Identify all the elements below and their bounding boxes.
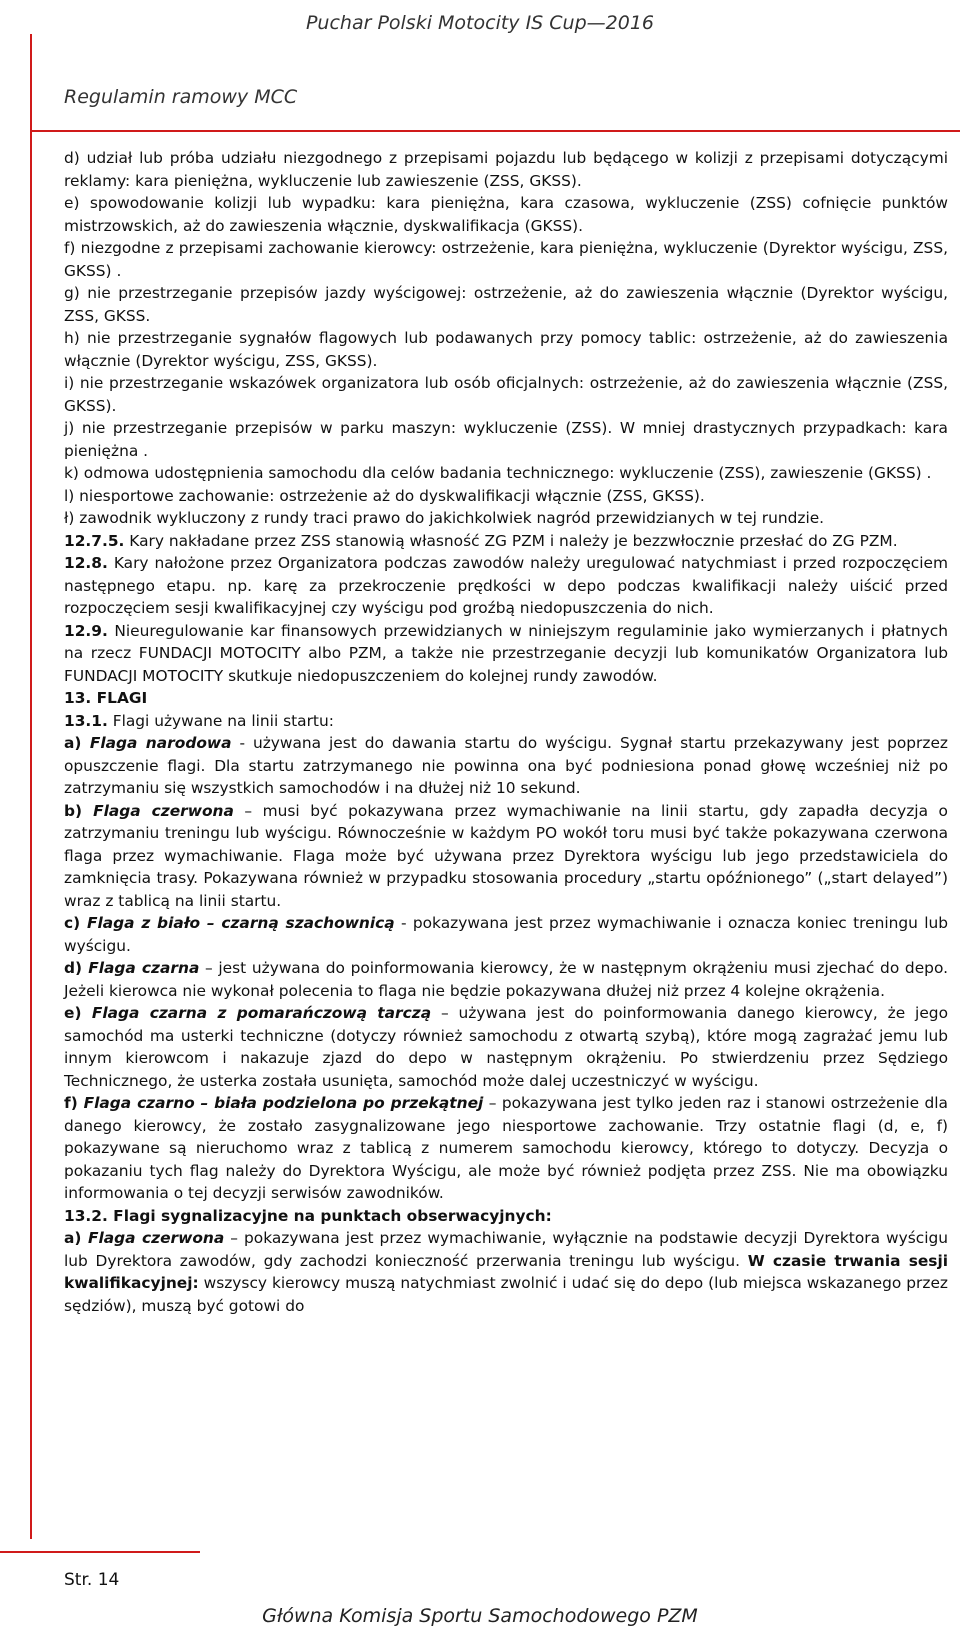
flag-description-continued: wszyscy kierowcy muszą natychmiast zwolnić i udać się do depo (lub miejsca wskazanego przez sędziów), muszą być gotowi do: [64, 1274, 948, 1315]
footer-organization: Główna Komisja Sportu Samochodowego PZM: [262, 1605, 698, 1627]
flag-item-f: [64, 1092, 948, 1205]
item-prefix: e): [64, 1004, 92, 1022]
page-number: Str. 14: [64, 1570, 120, 1590]
flag-description: – pokazywana jest przez wymachiwanie, wyłącznie na podstawie decyzji Dyrektora wyścigu lub Dyrektora zawodów, gdy zachodzi konieczność przerwania treningu lub wyścigu.: [64, 1229, 949, 1270]
flag-name: Flaga czerwona: [93, 801, 234, 820]
flag-name: Flaga czerwona: [87, 1229, 225, 1247]
item-prefix: a): [64, 1229, 88, 1247]
flag-item-e: [64, 1002, 948, 1092]
signal-flag-item-a: [64, 1227, 948, 1317]
item-prefix: f): [64, 1094, 84, 1112]
flag-description: – jest używana do poinformowania kierowcy, że w następnym okrążeniu musi zjechać do depo. Jeżeli kierowca nie wykonał polecenia to flaga nie będzie pokazywana dłużej niż przez 4 kolejne okrążenia.: [64, 959, 948, 1000]
item-prefix: c): [64, 914, 87, 932]
flag-name: Flaga czarno – biała podzielona po przekątnej: [83, 1094, 484, 1112]
section-13-1: [64, 710, 948, 733]
item-prefix: d): [64, 959, 89, 977]
section-text: Kary nakładane przez ZSS stanowią własność ZG PZM i należy je bezzwłocznie przesłać do ZG PZM.: [124, 531, 898, 550]
item-prefix: b): [64, 801, 94, 820]
header-red-rule: [30, 130, 960, 132]
paragraph-k: k) odmowa udostępnienia samochodu dla celów badania technicznego: wykluczenie (ZSS), zawieszenie (GKSS) .: [64, 464, 932, 482]
flag-name: Flaga czarna z pomarańczową tarczą: [91, 1004, 432, 1022]
document-body: [64, 147, 948, 1317]
section-number: 13.1.: [64, 711, 108, 730]
paragraph-d: d) udział lub próba udziału niezgodnego z przepisami pojazdu lub będącego w kolizji z przepisami dotyczącymi reklamy: kara pieniężna, wykluczenie lub zawieszenie (ZSS, GKSS).: [64, 149, 948, 190]
bold-phrase: W czasie trwania sesji kwalifikacyjnej:: [64, 1251, 949, 1292]
section-number: 12.7.5.: [64, 531, 125, 550]
left-red-rule: [30, 34, 32, 1539]
paragraph-f: f) niezgodne z przepisami zachowanie kierowcy: ostrzeżenie, kara pieniężna, wykluczenie (Dyrektor wyścigu, ZSS, GKSS) .: [64, 239, 948, 280]
section-text: Kary nałożone przez Organizatora podczas zawodów należy uregulować natychmiast i przed rozpoczęciem następnego etapu. np. karę za przekroczenie prędkości w depo podczas kwalifikacji należy uiścić przed rozpoczęciem sesji kwalifikacyjnej czy wyścigu pod groźbą niedopuszczenia do nich.: [64, 554, 948, 617]
section-12-8: [64, 552, 948, 620]
flag-description: – używana jest do poinformowania danego kierowcy, że jego samochód ma usterki techniczne (dotyczy również samochodu z otwartą szybą), które mogą zagrażać jemu lub innym kierowcom i nakazuje zjazd do depo w następnym okrążeniu. Po stwierdzeniu przez Sędziego Technicznego, że usterka została usunięta, samochód może dalej uczestniczyć w wyścigu.: [64, 1004, 948, 1090]
section-text: Flagi używane na linii startu:: [107, 711, 334, 730]
flag-name: Flaga czarna: [88, 959, 200, 977]
section-text: Nieuregulowanie kar finansowych przewidzianych w niniejszym regulaminie jako wymierzanych i płatnych na rzecz FUNDACJI MOTOCITY albo PZM, a także nie przestrzeganie decyzji lub komunikatów Organizatora lub FUNDACJI MOTOCITY skutkuje niedopuszczeniem do kolejnej rundy zawodów.: [64, 621, 948, 685]
paragraph-i: i) nie przestrzeganie wskazówek organizatora lub osób oficjalnych: ostrzeżenie, aż do zawieszenia włącznie (ZSS, GKSS).: [64, 374, 948, 415]
flag-description: - używana jest do dawania startu do wyścigu. Sygnał startu przekazywany jest poprzez opuszczenie flagi. Dla startu zatrzymanego nie powinna ona być podniesiona ponad głowę wcześniej niż po zatrzymaniu się wszystkich samochodów i na dłużej niż 10 sekund.: [64, 734, 949, 797]
paragraph-l: l) niesportowe zachowanie: ostrzeżenie aż do dyskwalifikacji włącznie (ZSS, GKSS).: [64, 486, 705, 505]
document-header-title: Puchar Polski Motocity IS Cup—2016: [305, 12, 655, 34]
paragraph-h: h) nie przestrzeganie sygnałów flagowych lub podawanych przy pomocy tablic: ostrzeżenie, aż do zawieszenia włącznie (Dyrektor wyścigu, ZSS, GKSS).: [64, 329, 948, 370]
flag-item-c: [64, 912, 948, 957]
flag-item-b: [64, 800, 948, 913]
section-number: 12.9.: [64, 621, 108, 640]
flag-item-a: [64, 732, 948, 800]
paragraph-l-stroke: ł) zawodnik wykluczony z rundy traci prawo do jakichkolwiek nagród przewidzianych w tej rundzie.: [64, 509, 825, 527]
paragraph-g: g) nie przestrzeganie przepisów jazdy wyścigowej: ostrzeżenie, aż do zawieszenia włącznie (Dyrektor wyścigu, ZSS, GKSS.: [64, 284, 948, 325]
flag-description: - pokazywana jest przez wymachiwanie i oznacza koniec treningu lub wyścigu.: [64, 914, 949, 955]
flag-description: – musi być pokazywana przez wymachiwanie na linii startu, gdy zapadła decyzja o zatrzymaniu treningu lub wyścigu. Równocześnie w każdym PO wokół toru musi być także pokazywana czerwona flaga przez wymachiwanie. Flaga może być używana przez Dyrektora wyścigu lub jego przedstawiciela do zamknięcia trasy. Pokazywana również w przypadku stosowania procedury „startu opóźnionego” („start delayed”) wraz z tablicą na linii startu.: [64, 801, 948, 910]
section-12-9: [64, 620, 948, 688]
document-subtitle: Regulamin ramowy MCC: [64, 86, 298, 108]
flag-item-d: [64, 957, 948, 1002]
section-12-7-5: [64, 530, 948, 553]
section-13-2-heading: 13.2. Flagi sygnalizacyjne na punktach obserwacyjnych:: [64, 1206, 552, 1225]
paragraph-e: e) spowodowanie kolizji lub wypadku: kara pieniężna, kara czasowa, wykluczenie (ZSS) cofnięcie punktów mistrzowskich, aż do zawieszenia włącznie, dyskwalifikacja (GKSS).: [64, 194, 948, 235]
paragraph-j: j) nie przestrzeganie przepisów w parku maszyn: wykluczenie (ZSS). W mniej drastycznych przypadkach: kara pieniężna .: [64, 419, 948, 460]
flag-name: Flaga z biało – czarną szachownicą: [86, 914, 395, 932]
section-number: 12.8.: [64, 554, 108, 572]
item-prefix: a): [64, 734, 90, 752]
flag-name: Flaga narodowa: [89, 734, 232, 752]
footer-red-rule: [0, 1551, 200, 1553]
flag-description: – pokazywana jest tylko jeden raz i stanowi ostrzeżenie dla danego kierowcy, że zostało zasygnalizowane jego niesportowe zachowanie. Trzy ostatnie flagi (d, e, f) pokazywane są nieruchomo wraz z tablicą z numerem samochodu kierowcy, którego to dotyczy. Decyzja o pokazaniu tych flag należy do Dyrektora Wyścigu, ale może być również podjęta przez ZSS. Nie ma obowiązku informowania o tej decyzji serwisów zawodników.: [64, 1094, 948, 1202]
section-13-heading: 13. FLAGI: [64, 689, 148, 707]
